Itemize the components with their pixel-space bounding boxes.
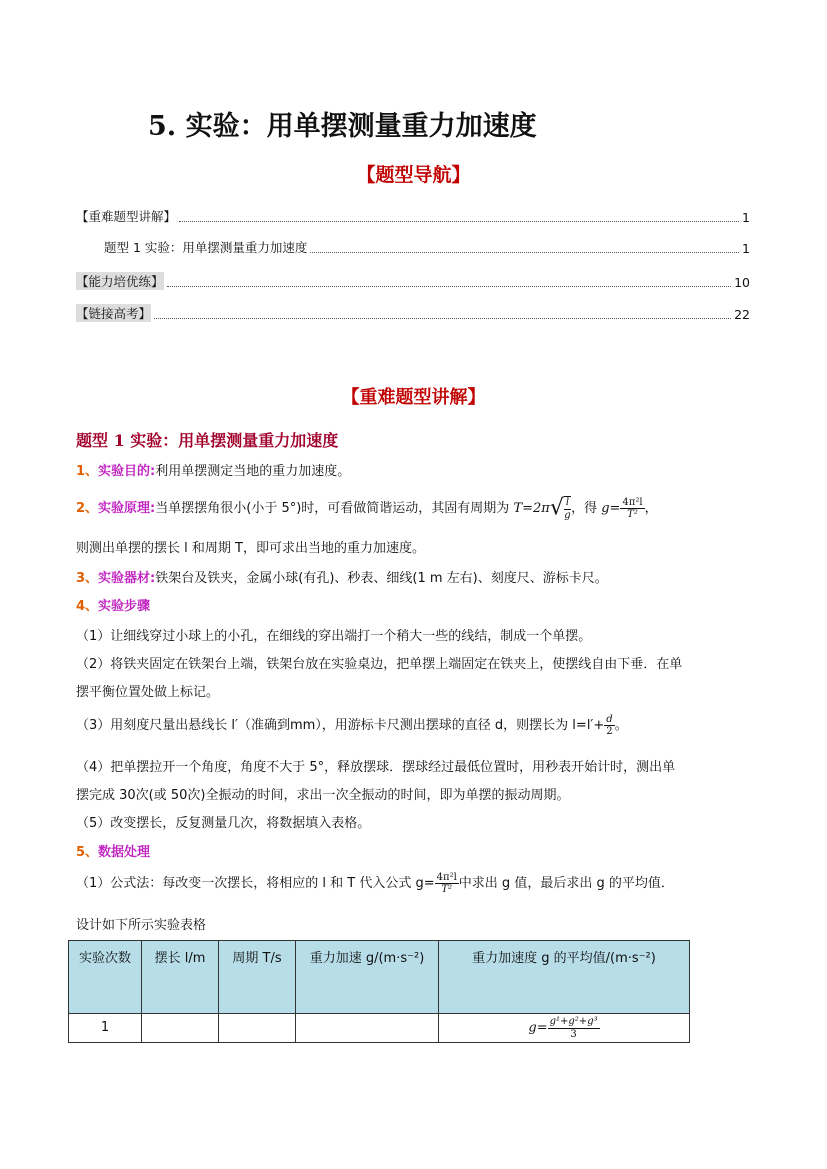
toc-page: 22 xyxy=(734,307,750,322)
table-cell xyxy=(296,1014,439,1043)
table-cell-average: g= $\frac{\text{g¹+g²+g³}}{3}$ xyxy=(439,1014,690,1043)
toc-entry[interactable] xyxy=(76,272,750,290)
item-steps-heading: 4、实验步骤 xyxy=(76,599,151,614)
table-header: 周期 T/s xyxy=(219,941,296,1014)
step-5: （5）改变摆长，反复测量几次，将数据填入表格。 xyxy=(76,816,371,831)
table-cell xyxy=(219,1014,296,1043)
toc-entry[interactable] xyxy=(76,207,750,225)
toc-label: 【能力培优练】 xyxy=(76,274,164,289)
step-4-cont: 摆完成 30次(或 50次)全振动的时间，求出一次全振动的时间，即为单摆的振动周期。 xyxy=(76,788,570,803)
table-header: 重力加速度 g 的平均值/(m·s⁻²) xyxy=(439,941,690,1014)
table-caption: 设计如下所示实验表格 xyxy=(76,918,207,933)
toc-page: 1 xyxy=(742,241,750,256)
step-1: （1）让细线穿过小球上的小孔，在细线的穿出端打一个稍大一些的线结，制成一个单摆。 xyxy=(76,629,592,644)
toc-dots xyxy=(167,286,732,287)
item-principle-cont: 则测出单摆的摆长 l 和周期 T，即可求出当地的重力加速度。 xyxy=(76,541,425,556)
table-header: 摆长 l/m xyxy=(142,941,219,1014)
data-formula-method: （1）公式法：每改变一次摆长，将相应的 l 和 T 代入公式 g= $\frac{\text{4π²l}}{\text{T²}}$ 中求出 g 值，最后求出 g 的平均值． xyxy=(76,871,674,895)
table-header: 重力加速 g/(m·s⁻²) xyxy=(296,941,439,1014)
step-4: （4）把单摆拉开一个角度，角度不大于 5°，释放摆球．摆球经过最低位置时，用秒表开始计时，测出单 xyxy=(76,760,676,775)
step-3: （3）用刻度尺量出悬线长 l′（准确到mm），用游标卡尺测出摆球的直径 d，则摆长为 l=l′+ $\frac{d}{2}$ 。 xyxy=(76,713,628,737)
topic-heading: 题型 1 实验：用单摆测量重力加速度 xyxy=(76,431,339,450)
toc-page: 1 xyxy=(742,210,750,225)
toc-page: 10 xyxy=(734,275,750,290)
toc-entry[interactable] xyxy=(104,238,750,256)
section-heading: 【重难题型讲解】 xyxy=(341,387,486,408)
step-2: （2）将铁夹固定在铁架台上端，铁架台放在实验桌边，把单摆上端固定在铁夹上，使摆线自由下垂．在单 xyxy=(76,657,683,672)
nav-heading: 【题型导航】 xyxy=(356,164,471,186)
toc-dots xyxy=(154,318,731,319)
item-equipment: 3、实验器材:铁架台及铁夹，金属小球(有孔)、秒表、细线(1 m 左右)、刻度尺、游标卡尺。 xyxy=(76,571,608,586)
page-title: 5. 实验：用单摆测量重力加速度 xyxy=(148,111,537,142)
toc-label: 题型 1 实验：用单摆测量重力加速度 xyxy=(104,240,308,255)
table-cell: 1 xyxy=(69,1014,142,1043)
sqrt-sign: √ xyxy=(549,495,564,521)
toc-label: 【重难题型讲解】 xyxy=(76,209,177,224)
table-row xyxy=(69,1014,690,1043)
toc-entry[interactable] xyxy=(76,304,750,322)
step-2-cont: 摆平衡位置处做上标记。 xyxy=(76,685,220,700)
table-header: 实验次数 xyxy=(69,941,142,1014)
item-principle: 2、实验原理:当单摆摆角很小(小于 5°)时，可看做简谐运动，其固有周期为 T=2π√ $\frac{l}{g}$ ，得 g= $\frac{\text{4π²l}}{\text{T²}}$ ， xyxy=(76,495,658,521)
toc-dots xyxy=(179,221,739,222)
toc-dots xyxy=(310,252,739,253)
table-cell xyxy=(142,1014,219,1043)
toc-label: 【链接高考】 xyxy=(76,306,152,321)
item-data-heading: 5、数据处理 xyxy=(76,845,151,860)
experiment-table xyxy=(68,940,690,1043)
item-purpose: 1、实验目的:利用单摆测定当地的重力加速度。 xyxy=(76,464,351,479)
